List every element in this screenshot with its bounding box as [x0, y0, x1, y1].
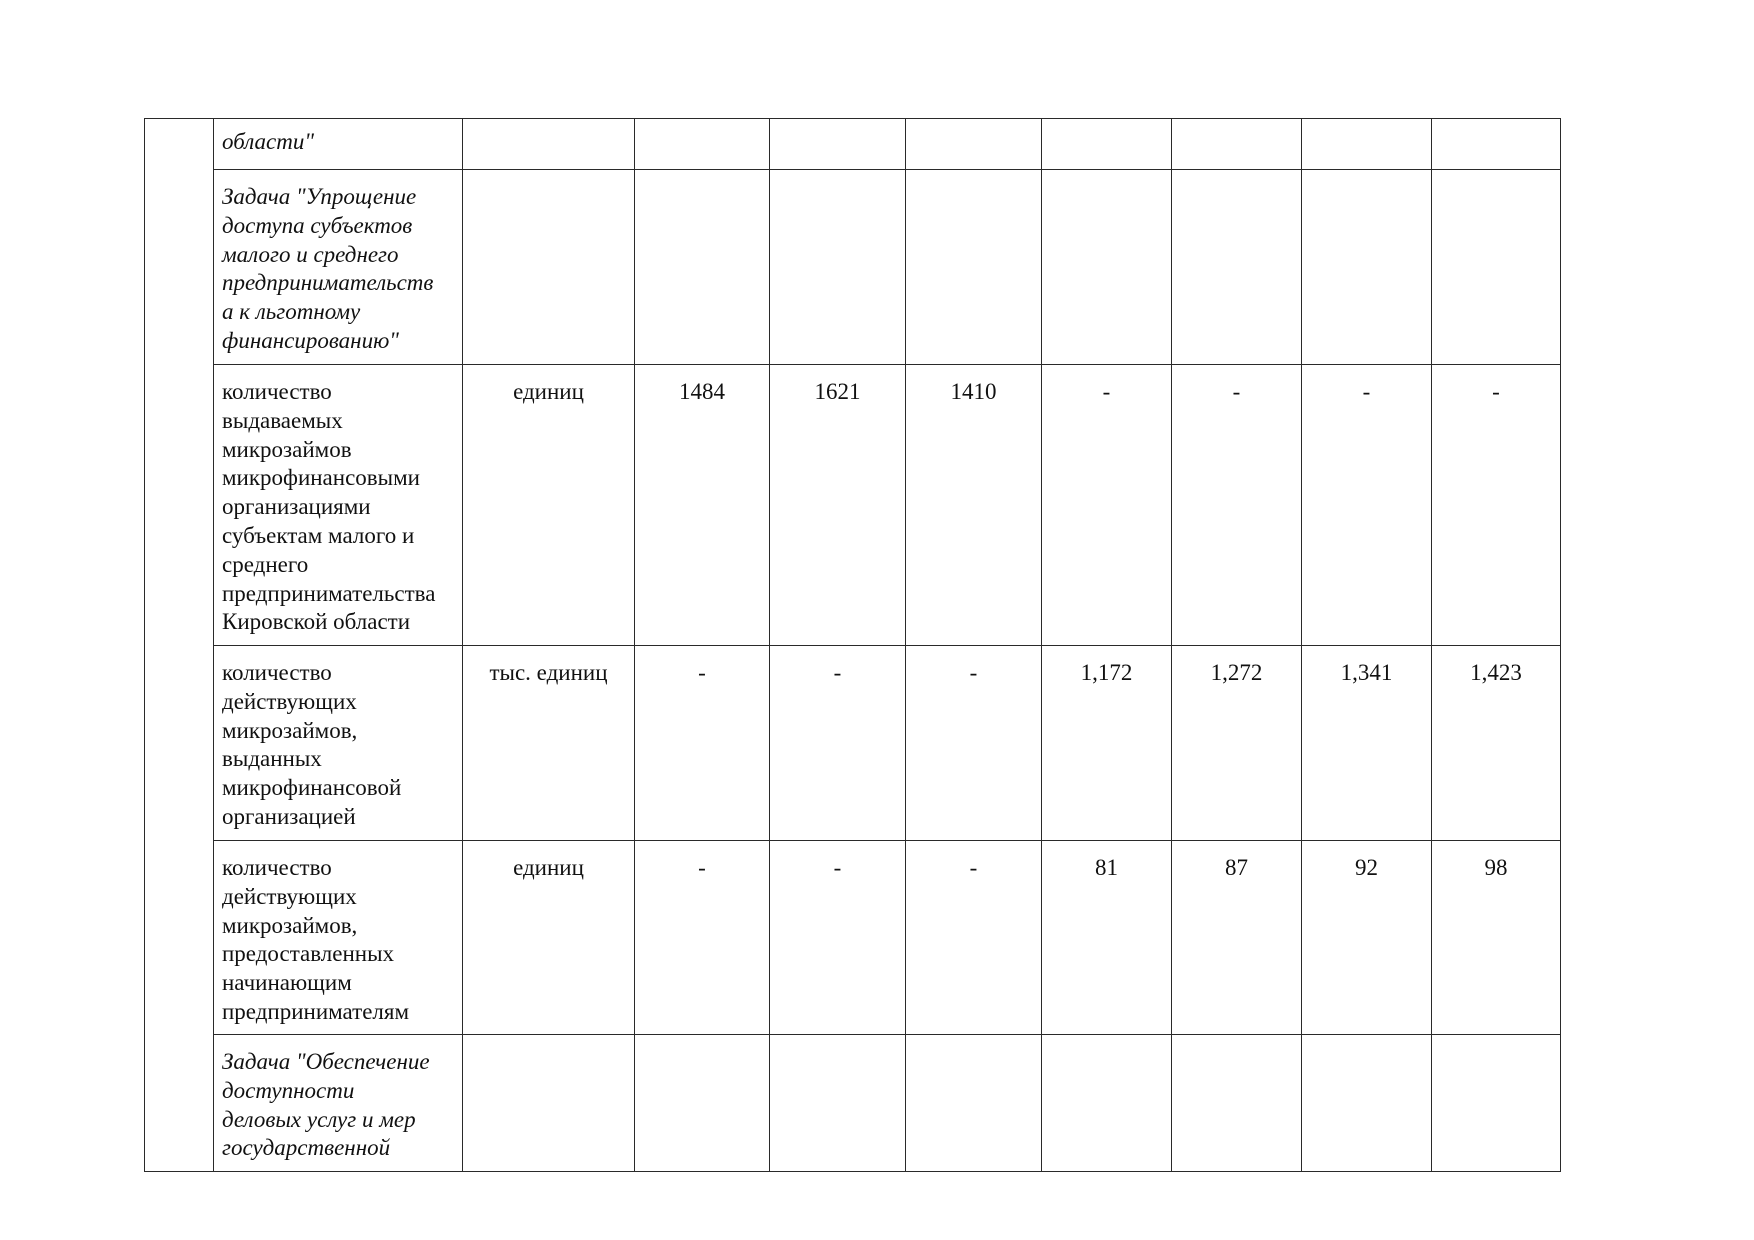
- table-row: [145, 646, 1561, 841]
- value-cell: [635, 1035, 770, 1172]
- value-cell: 81: [1042, 841, 1172, 1035]
- value-cell: [1432, 119, 1561, 170]
- text-line: действующих: [222, 688, 357, 714]
- value-cell: -: [1302, 365, 1432, 646]
- text-line: Кировской области: [222, 609, 411, 635]
- text-line: субъектам малого и: [222, 522, 415, 548]
- value-cell: [1302, 119, 1432, 170]
- value-cell: [770, 1035, 906, 1172]
- text-line: Задача "Упрощение: [222, 184, 417, 209]
- text-line: предпринимательств: [222, 270, 434, 296]
- text-line: количество: [222, 660, 332, 685]
- value-cell: -: [770, 646, 906, 841]
- task-name-cell: [214, 119, 463, 170]
- value-cell: [906, 119, 1042, 170]
- task-name-text: области": [222, 129, 314, 154]
- table-row: [145, 170, 1561, 365]
- text-line: микрозаймов,: [222, 912, 358, 938]
- text-line: деловых услуг и мер: [222, 1106, 416, 1132]
- text-line: предоставленных: [222, 941, 395, 967]
- text-line: действующих: [222, 883, 357, 909]
- text-line: финансированию": [222, 327, 399, 353]
- indicators-table: [144, 118, 1561, 1172]
- task-name-cell: [214, 170, 463, 365]
- text-line: малого и среднего: [222, 241, 399, 267]
- text-line: начинающим: [222, 970, 352, 996]
- value-cell: 1,423: [1432, 646, 1561, 841]
- value-cell: [1432, 1035, 1561, 1172]
- value-cell: 1484: [635, 365, 770, 646]
- unit-cell: [463, 119, 635, 170]
- text-line: выдаваемых: [222, 407, 343, 433]
- text-line: доступности: [222, 1077, 355, 1103]
- value-cell: [1172, 170, 1302, 365]
- text-line: количество: [222, 379, 332, 404]
- value-cell: 98: [1432, 841, 1561, 1035]
- text-line: микрофинансовыми: [222, 465, 420, 491]
- value-cell: 1,341: [1302, 646, 1432, 841]
- value-cell: 1621: [770, 365, 906, 646]
- unit-cell: [463, 1035, 635, 1172]
- value-cell: 1,172: [1042, 646, 1172, 841]
- value-cell: 1,272: [1172, 646, 1302, 841]
- table-row: [145, 1035, 1561, 1172]
- value-cell: -: [906, 646, 1042, 841]
- value-cell: -: [1432, 365, 1561, 646]
- text-line: организацией: [222, 803, 356, 829]
- value-cell: [1042, 119, 1172, 170]
- value-cell: -: [1042, 365, 1172, 646]
- table-row: [145, 365, 1561, 646]
- text-line: предпринимательства: [222, 580, 436, 606]
- value-cell: [1042, 1035, 1172, 1172]
- text-line: а к льготному: [222, 299, 361, 325]
- value-cell: [906, 1035, 1042, 1172]
- value-cell: [1432, 170, 1561, 365]
- value-cell: 1410: [906, 365, 1042, 646]
- text-line: доступа субъектов: [222, 212, 413, 238]
- text-line: государственной: [222, 1135, 391, 1161]
- value-cell: [1172, 119, 1302, 170]
- task-name-cell: [214, 1035, 463, 1172]
- indicator-name-cell: [214, 646, 463, 841]
- indicator-name-cell: [214, 365, 463, 646]
- value-cell: [1302, 1035, 1432, 1172]
- value-cell: 87: [1172, 841, 1302, 1035]
- value-cell: [1042, 170, 1172, 365]
- text-line: микрозаймов,: [222, 717, 358, 743]
- unit-cell: единиц: [463, 841, 635, 1035]
- value-cell: -: [770, 841, 906, 1035]
- text-line: среднего: [222, 551, 309, 577]
- text-line: организациями: [222, 494, 371, 520]
- value-cell: -: [635, 646, 770, 841]
- value-cell: [770, 119, 906, 170]
- unit-cell: единиц: [463, 365, 635, 646]
- unit-cell: тыс. единиц: [463, 646, 635, 841]
- value-cell: [635, 119, 770, 170]
- text-line: количество: [222, 855, 332, 880]
- value-cell: [1172, 1035, 1302, 1172]
- text-line: микрозаймов: [222, 436, 352, 462]
- row-number-cell: [145, 119, 214, 1172]
- text-line: Задача "Обеспечение: [222, 1049, 430, 1074]
- text-line: выданных: [222, 746, 322, 772]
- value-cell: [1302, 170, 1432, 365]
- table-row: [145, 119, 1561, 170]
- indicator-name-cell: [214, 841, 463, 1035]
- value-cell: [770, 170, 906, 365]
- value-cell: 92: [1302, 841, 1432, 1035]
- unit-cell: [463, 170, 635, 365]
- value-cell: -: [635, 841, 770, 1035]
- value-cell: -: [1172, 365, 1302, 646]
- value-cell: [635, 170, 770, 365]
- text-line: предпринимателям: [222, 998, 410, 1024]
- table-row: [145, 841, 1561, 1035]
- value-cell: -: [906, 841, 1042, 1035]
- value-cell: [906, 170, 1042, 365]
- text-line: микрофинансовой: [222, 775, 402, 801]
